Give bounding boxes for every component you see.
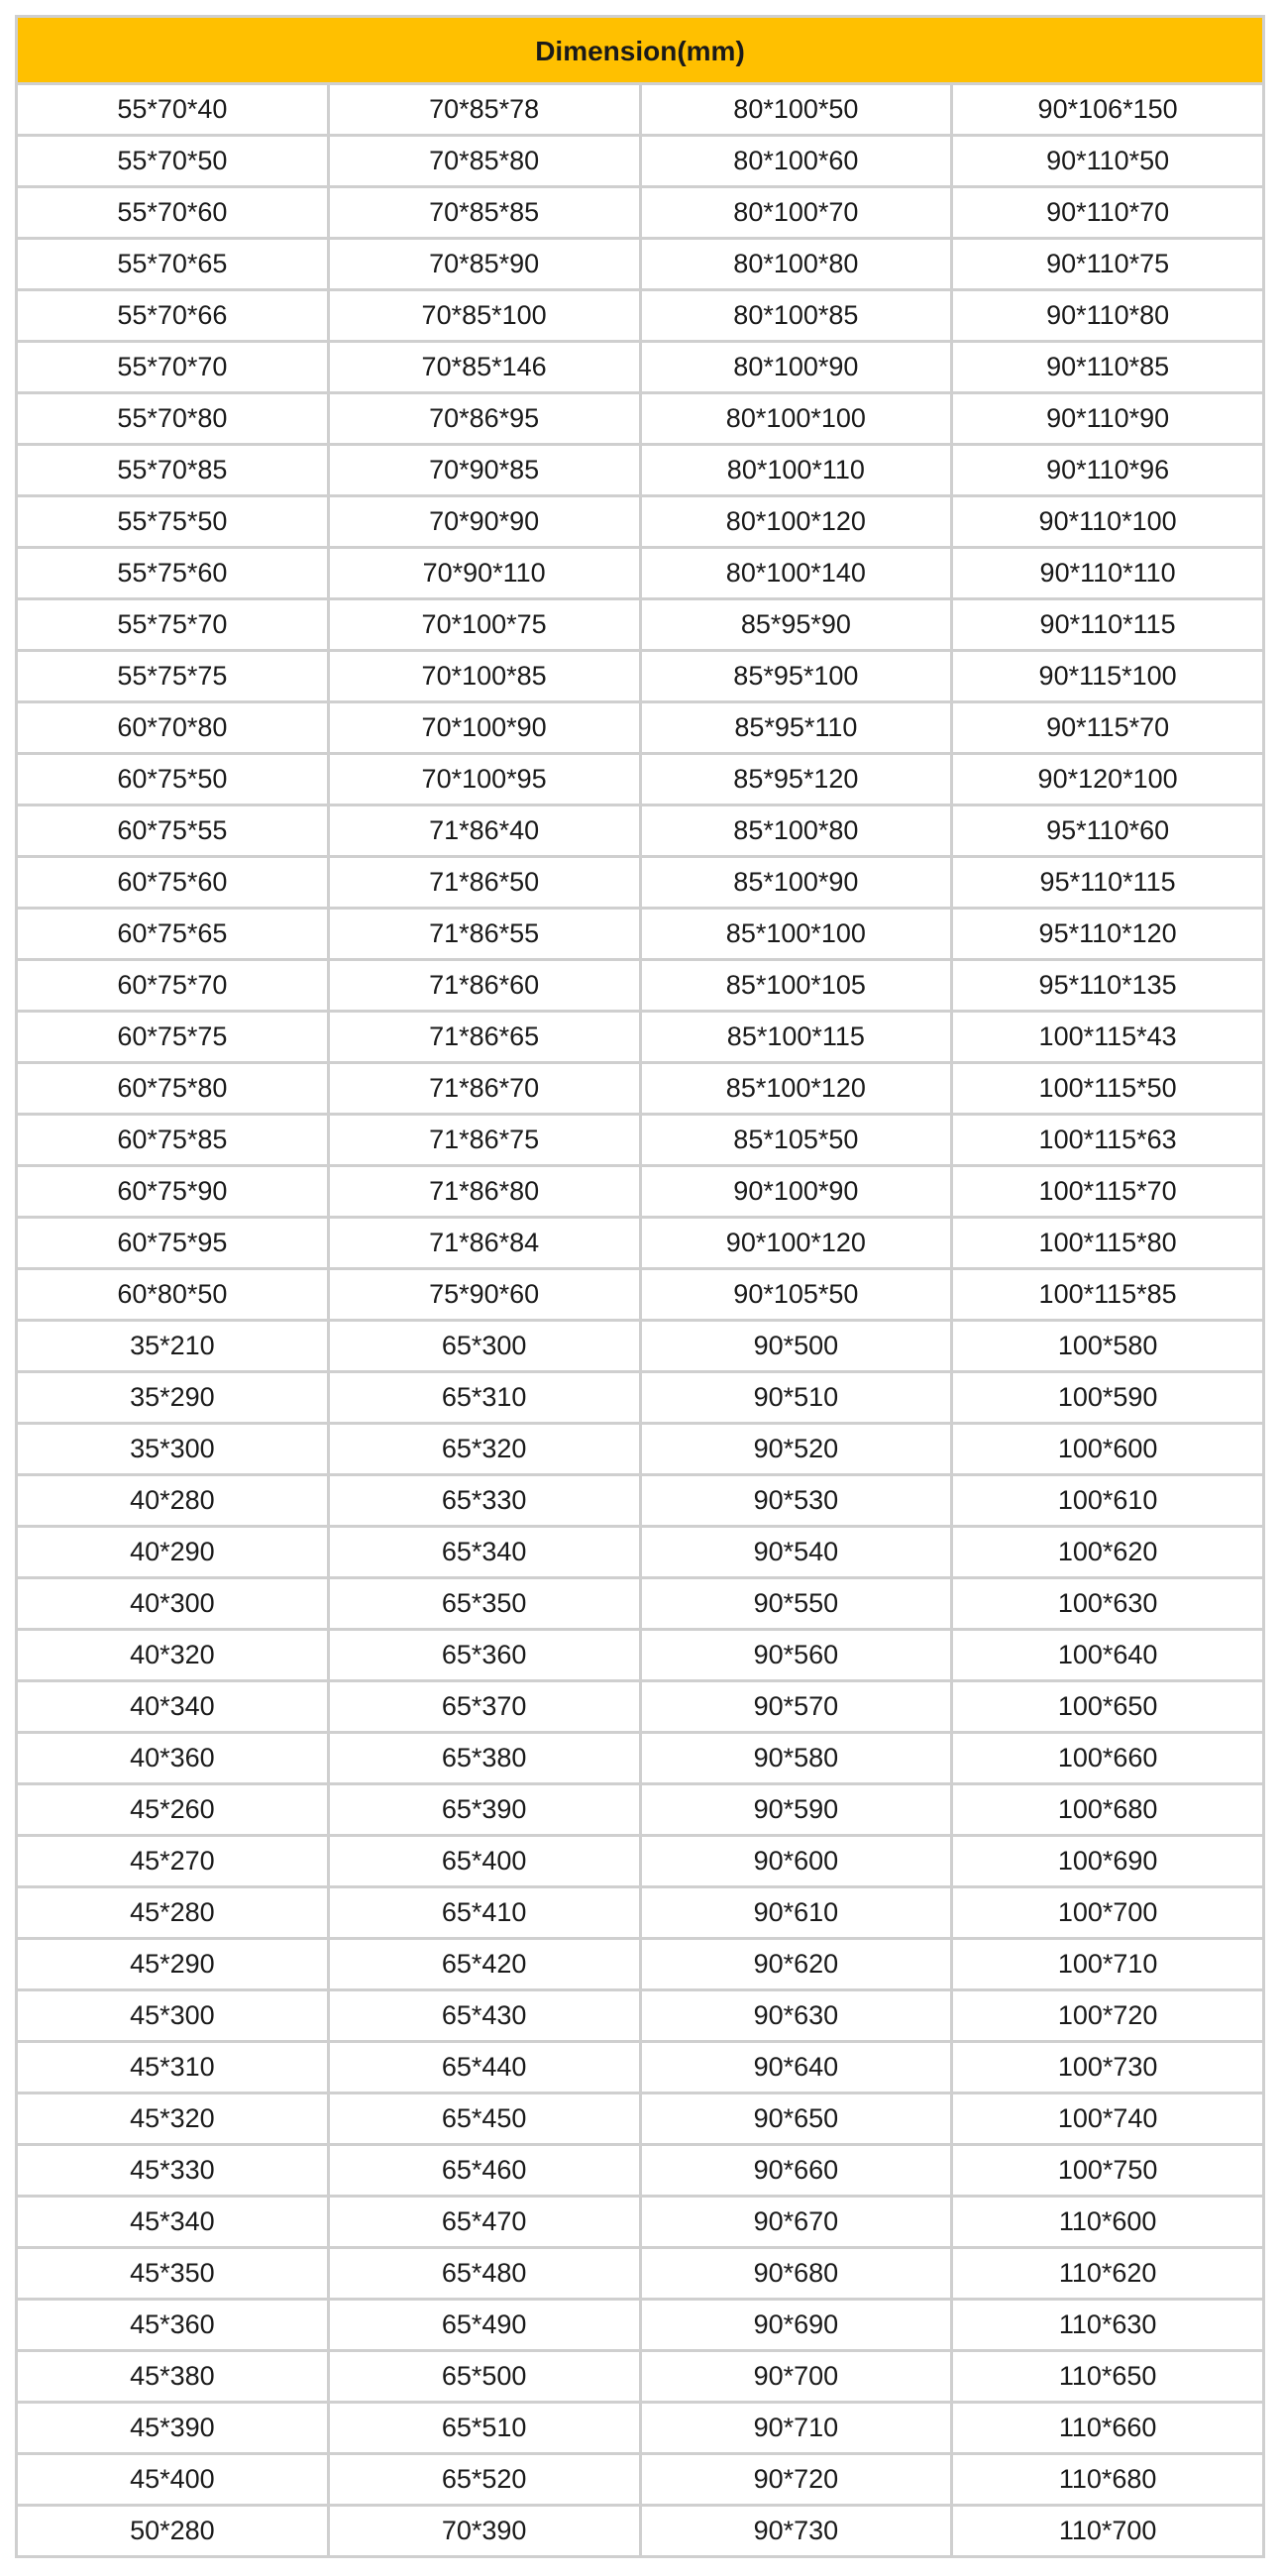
table-cell: 85*100*120 <box>642 1064 954 1116</box>
table-row <box>18 1167 1265 1219</box>
table-row <box>18 497 1265 549</box>
table-cell: 85*105*50 <box>642 1116 954 1167</box>
table-cell: 60*75*55 <box>18 806 330 858</box>
table-cell: 90*100*90 <box>642 1167 954 1219</box>
table-cell: 65*520 <box>330 2455 642 2507</box>
table-cell: 65*470 <box>330 2198 642 2249</box>
table-cell: 70*100*75 <box>330 600 642 652</box>
table-cell: 90*560 <box>642 1631 954 1682</box>
table-cell: 65*330 <box>330 1476 642 1528</box>
table-cell: 90*630 <box>642 1991 954 2043</box>
table-cell: 70*100*90 <box>330 703 642 755</box>
table-row <box>18 1991 1265 2043</box>
table-cell: 60*75*65 <box>18 910 330 961</box>
table-cell: 70*100*85 <box>330 652 642 703</box>
table-cell: 60*75*50 <box>18 755 330 806</box>
table-row <box>18 1888 1265 1940</box>
table-cell: 71*86*50 <box>330 858 642 910</box>
table-cell: 100*590 <box>953 1373 1265 1425</box>
table-row <box>18 1785 1265 1837</box>
table-row <box>18 549 1265 600</box>
table-cell: 100*750 <box>953 2146 1265 2198</box>
table-cell: 90*520 <box>642 1425 954 1476</box>
table-cell: 110*680 <box>953 2455 1265 2507</box>
table-cell: 55*70*65 <box>18 240 330 291</box>
table-cell: 80*100*50 <box>642 85 954 137</box>
table-cell: 90*640 <box>642 2043 954 2094</box>
table-cell: 90*110*96 <box>953 446 1265 497</box>
table-row <box>18 1682 1265 1734</box>
table-row <box>18 1528 1265 1579</box>
table-cell: 90*115*100 <box>953 652 1265 703</box>
table-cell: 100*640 <box>953 1631 1265 1682</box>
table-cell: 90*570 <box>642 1682 954 1734</box>
table-cell: 70*85*146 <box>330 343 642 394</box>
table-cell: 55*70*80 <box>18 394 330 446</box>
table-cell: 100*115*43 <box>953 1013 1265 1064</box>
table-cell: 60*75*95 <box>18 1219 330 1270</box>
table-cell: 65*450 <box>330 2094 642 2146</box>
table-row <box>18 2352 1265 2404</box>
table-cell: 45*280 <box>18 1888 330 1940</box>
table-cell: 65*370 <box>330 1682 642 1734</box>
table-row <box>18 2249 1265 2301</box>
table-row <box>18 2404 1265 2455</box>
table-cell: 90*600 <box>642 1837 954 1888</box>
table-row <box>18 1013 1265 1064</box>
table-cell: 90*620 <box>642 1940 954 1991</box>
table-cell: 90*580 <box>642 1734 954 1785</box>
table-cell: 90*500 <box>642 1322 954 1373</box>
table-cell: 55*75*60 <box>18 549 330 600</box>
table-cell: 85*95*120 <box>642 755 954 806</box>
table-cell: 90*730 <box>642 2507 954 2558</box>
table-cell: 35*290 <box>18 1373 330 1425</box>
table-cell: 90*610 <box>642 1888 954 1940</box>
table-cell: 45*340 <box>18 2198 330 2249</box>
table-cell: 71*86*55 <box>330 910 642 961</box>
table-cell: 90*105*50 <box>642 1270 954 1322</box>
table-row <box>18 600 1265 652</box>
table-cell: 90*106*150 <box>953 85 1265 137</box>
table-cell: 65*300 <box>330 1322 642 1373</box>
table-row <box>18 1476 1265 1528</box>
table-cell: 70*85*78 <box>330 85 642 137</box>
table-cell: 45*330 <box>18 2146 330 2198</box>
table-row <box>18 343 1265 394</box>
table-cell: 65*440 <box>330 2043 642 2094</box>
table-cell: 75*90*60 <box>330 1270 642 1322</box>
table-row <box>18 806 1265 858</box>
table-cell: 80*100*100 <box>642 394 954 446</box>
table-cell: 70*90*110 <box>330 549 642 600</box>
table-cell: 55*75*50 <box>18 497 330 549</box>
table-cell: 90*110*115 <box>953 600 1265 652</box>
table-cell: 40*320 <box>18 1631 330 1682</box>
table-cell: 85*100*80 <box>642 806 954 858</box>
table-cell: 65*320 <box>330 1425 642 1476</box>
table-cell: 65*420 <box>330 1940 642 1991</box>
dimension-table <box>15 15 1265 2558</box>
table-cell: 90*100*120 <box>642 1219 954 1270</box>
table-cell: 100*710 <box>953 1940 1265 1991</box>
table-row <box>18 2043 1265 2094</box>
table-cell: 65*400 <box>330 1837 642 1888</box>
table-cell: 45*400 <box>18 2455 330 2507</box>
table-cell: 90*115*70 <box>953 703 1265 755</box>
table-row <box>18 1734 1265 1785</box>
table-cell: 90*540 <box>642 1528 954 1579</box>
table-cell: 40*340 <box>18 1682 330 1734</box>
table-row <box>18 1219 1265 1270</box>
table-row <box>18 2455 1265 2507</box>
table-cell: 65*310 <box>330 1373 642 1425</box>
table-cell: 90*110*50 <box>953 137 1265 188</box>
table-cell: 55*70*40 <box>18 85 330 137</box>
table-cell: 100*610 <box>953 1476 1265 1528</box>
table-cell: 70*85*100 <box>330 291 642 343</box>
table-cell: 80*100*110 <box>642 446 954 497</box>
table-cell: 90*110*80 <box>953 291 1265 343</box>
table-cell: 60*75*75 <box>18 1013 330 1064</box>
table-row <box>18 858 1265 910</box>
table-cell: 110*620 <box>953 2249 1265 2301</box>
table-row <box>18 1837 1265 1888</box>
table-cell: 100*720 <box>953 1991 1265 2043</box>
table-cell: 70*100*95 <box>330 755 642 806</box>
table-cell: 100*660 <box>953 1734 1265 1785</box>
table-cell: 90*120*100 <box>953 755 1265 806</box>
table-cell: 65*350 <box>330 1579 642 1631</box>
table-cell: 65*380 <box>330 1734 642 1785</box>
table-row <box>18 1631 1265 1682</box>
table-cell: 80*100*120 <box>642 497 954 549</box>
table-cell: 60*75*80 <box>18 1064 330 1116</box>
table-cell: 85*95*90 <box>642 600 954 652</box>
table-cell: 55*70*50 <box>18 137 330 188</box>
table-row <box>18 1940 1265 1991</box>
table-cell: 40*300 <box>18 1579 330 1631</box>
table-cell: 45*380 <box>18 2352 330 2404</box>
table-cell: 60*75*60 <box>18 858 330 910</box>
table-cell: 40*280 <box>18 1476 330 1528</box>
table-cell: 100*600 <box>953 1425 1265 1476</box>
table-cell: 45*290 <box>18 1940 330 1991</box>
table-row <box>18 137 1265 188</box>
table-cell: 100*700 <box>953 1888 1265 1940</box>
table-cell: 65*410 <box>330 1888 642 1940</box>
table-row <box>18 703 1265 755</box>
table-cell: 45*310 <box>18 2043 330 2094</box>
table-cell: 90*680 <box>642 2249 954 2301</box>
table-cell: 45*270 <box>18 1837 330 1888</box>
table-cell: 90*110*110 <box>953 549 1265 600</box>
table-cell: 90*110*100 <box>953 497 1265 549</box>
table-cell: 85*100*90 <box>642 858 954 910</box>
table-cell: 65*430 <box>330 1991 642 2043</box>
table-row <box>18 1116 1265 1167</box>
table-cell: 85*100*100 <box>642 910 954 961</box>
table-cell: 110*630 <box>953 2301 1265 2352</box>
table-cell: 100*680 <box>953 1785 1265 1837</box>
table-cell: 60*80*50 <box>18 1270 330 1322</box>
table-cell: 100*580 <box>953 1322 1265 1373</box>
table-cell: 110*660 <box>953 2404 1265 2455</box>
table-cell: 71*86*65 <box>330 1013 642 1064</box>
table-cell: 100*115*50 <box>953 1064 1265 1116</box>
table-cell: 45*300 <box>18 1991 330 2043</box>
table-body <box>18 85 1265 2558</box>
table-cell: 90*510 <box>642 1373 954 1425</box>
table-cell: 35*210 <box>18 1322 330 1373</box>
table-cell: 90*710 <box>642 2404 954 2455</box>
table-cell: 90*110*75 <box>953 240 1265 291</box>
table-cell: 71*86*80 <box>330 1167 642 1219</box>
table-row <box>18 1064 1265 1116</box>
table-cell: 95*110*120 <box>953 910 1265 961</box>
table-cell: 90*530 <box>642 1476 954 1528</box>
table-row <box>18 961 1265 1013</box>
table-cell: 65*460 <box>330 2146 642 2198</box>
table-cell: 95*110*135 <box>953 961 1265 1013</box>
table-cell: 90*700 <box>642 2352 954 2404</box>
table-cell: 90*720 <box>642 2455 954 2507</box>
table-row <box>18 2198 1265 2249</box>
table-cell: 55*70*66 <box>18 291 330 343</box>
table-cell: 40*290 <box>18 1528 330 1579</box>
table-cell: 100*115*80 <box>953 1219 1265 1270</box>
table-cell: 60*75*70 <box>18 961 330 1013</box>
table-row <box>18 1373 1265 1425</box>
table-row <box>18 2301 1265 2352</box>
table-cell: 100*730 <box>953 2043 1265 2094</box>
table-row <box>18 188 1265 240</box>
table-row <box>18 652 1265 703</box>
table-cell: 85*100*115 <box>642 1013 954 1064</box>
table-row <box>18 291 1265 343</box>
table-cell: 100*115*70 <box>953 1167 1265 1219</box>
table-cell: 90*110*70 <box>953 188 1265 240</box>
table-cell: 65*510 <box>330 2404 642 2455</box>
table-cell: 55*75*75 <box>18 652 330 703</box>
table-cell: 70*85*85 <box>330 188 642 240</box>
table-row <box>18 85 1265 137</box>
table-row <box>18 2146 1265 2198</box>
table-cell: 85*100*105 <box>642 961 954 1013</box>
table-cell: 90*650 <box>642 2094 954 2146</box>
table-cell: 90*590 <box>642 1785 954 1837</box>
table-cell: 70*90*85 <box>330 446 642 497</box>
table-cell: 65*390 <box>330 1785 642 1837</box>
table-header: Dimension(mm) <box>18 18 1265 85</box>
table-cell: 110*650 <box>953 2352 1265 2404</box>
table-cell: 100*630 <box>953 1579 1265 1631</box>
table-cell: 100*740 <box>953 2094 1265 2146</box>
table-row <box>18 1425 1265 1476</box>
table-cell: 110*600 <box>953 2198 1265 2249</box>
table-row <box>18 1322 1265 1373</box>
table-cell: 80*100*90 <box>642 343 954 394</box>
table-cell: 90*550 <box>642 1579 954 1631</box>
table-cell: 100*620 <box>953 1528 1265 1579</box>
table-cell: 80*100*70 <box>642 188 954 240</box>
table-cell: 45*350 <box>18 2249 330 2301</box>
table-cell: 45*320 <box>18 2094 330 2146</box>
table-cell: 100*115*85 <box>953 1270 1265 1322</box>
table-cell: 90*110*85 <box>953 343 1265 394</box>
table-row <box>18 394 1265 446</box>
table-cell: 80*100*140 <box>642 549 954 600</box>
table-cell: 71*86*70 <box>330 1064 642 1116</box>
table-cell: 80*100*85 <box>642 291 954 343</box>
table-cell: 80*100*80 <box>642 240 954 291</box>
table-cell: 65*490 <box>330 2301 642 2352</box>
table-cell: 71*86*84 <box>330 1219 642 1270</box>
table-cell: 95*110*60 <box>953 806 1265 858</box>
table-cell: 85*95*100 <box>642 652 954 703</box>
table-cell: 90*690 <box>642 2301 954 2352</box>
table-cell: 45*390 <box>18 2404 330 2455</box>
table-cell: 55*70*70 <box>18 343 330 394</box>
table-cell: 90*660 <box>642 2146 954 2198</box>
table-cell: 70*85*80 <box>330 137 642 188</box>
table-cell: 60*75*90 <box>18 1167 330 1219</box>
table-row <box>18 1579 1265 1631</box>
table-cell: 95*110*115 <box>953 858 1265 910</box>
table-cell: 100*650 <box>953 1682 1265 1734</box>
table-cell: 71*86*75 <box>330 1116 642 1167</box>
table-cell: 90*670 <box>642 2198 954 2249</box>
table-cell: 55*75*70 <box>18 600 330 652</box>
table-cell: 45*260 <box>18 1785 330 1837</box>
table-cell: 70*390 <box>330 2507 642 2558</box>
table-cell: 40*360 <box>18 1734 330 1785</box>
table-cell: 71*86*40 <box>330 806 642 858</box>
table-cell: 65*340 <box>330 1528 642 1579</box>
table-row <box>18 910 1265 961</box>
table-row <box>18 446 1265 497</box>
table-cell: 90*110*90 <box>953 394 1265 446</box>
table-cell: 70*85*90 <box>330 240 642 291</box>
table-cell: 55*70*85 <box>18 446 330 497</box>
table-cell: 35*300 <box>18 1425 330 1476</box>
table-row <box>18 755 1265 806</box>
table-cell: 65*500 <box>330 2352 642 2404</box>
table-row <box>18 240 1265 291</box>
table-cell: 55*70*60 <box>18 188 330 240</box>
table-cell: 70*90*90 <box>330 497 642 549</box>
table-cell: 65*360 <box>330 1631 642 1682</box>
table-cell: 100*690 <box>953 1837 1265 1888</box>
table-row <box>18 2094 1265 2146</box>
table-cell: 45*360 <box>18 2301 330 2352</box>
table-cell: 60*70*80 <box>18 703 330 755</box>
table-cell: 71*86*60 <box>330 961 642 1013</box>
table-cell: 70*86*95 <box>330 394 642 446</box>
table-cell: 60*75*85 <box>18 1116 330 1167</box>
table-row <box>18 2507 1265 2558</box>
table-cell: 100*115*63 <box>953 1116 1265 1167</box>
table-cell: 85*95*110 <box>642 703 954 755</box>
table-cell: 80*100*60 <box>642 137 954 188</box>
table-cell: 50*280 <box>18 2507 330 2558</box>
table-row <box>18 1270 1265 1322</box>
table-cell: 110*700 <box>953 2507 1265 2558</box>
table-cell: 65*480 <box>330 2249 642 2301</box>
